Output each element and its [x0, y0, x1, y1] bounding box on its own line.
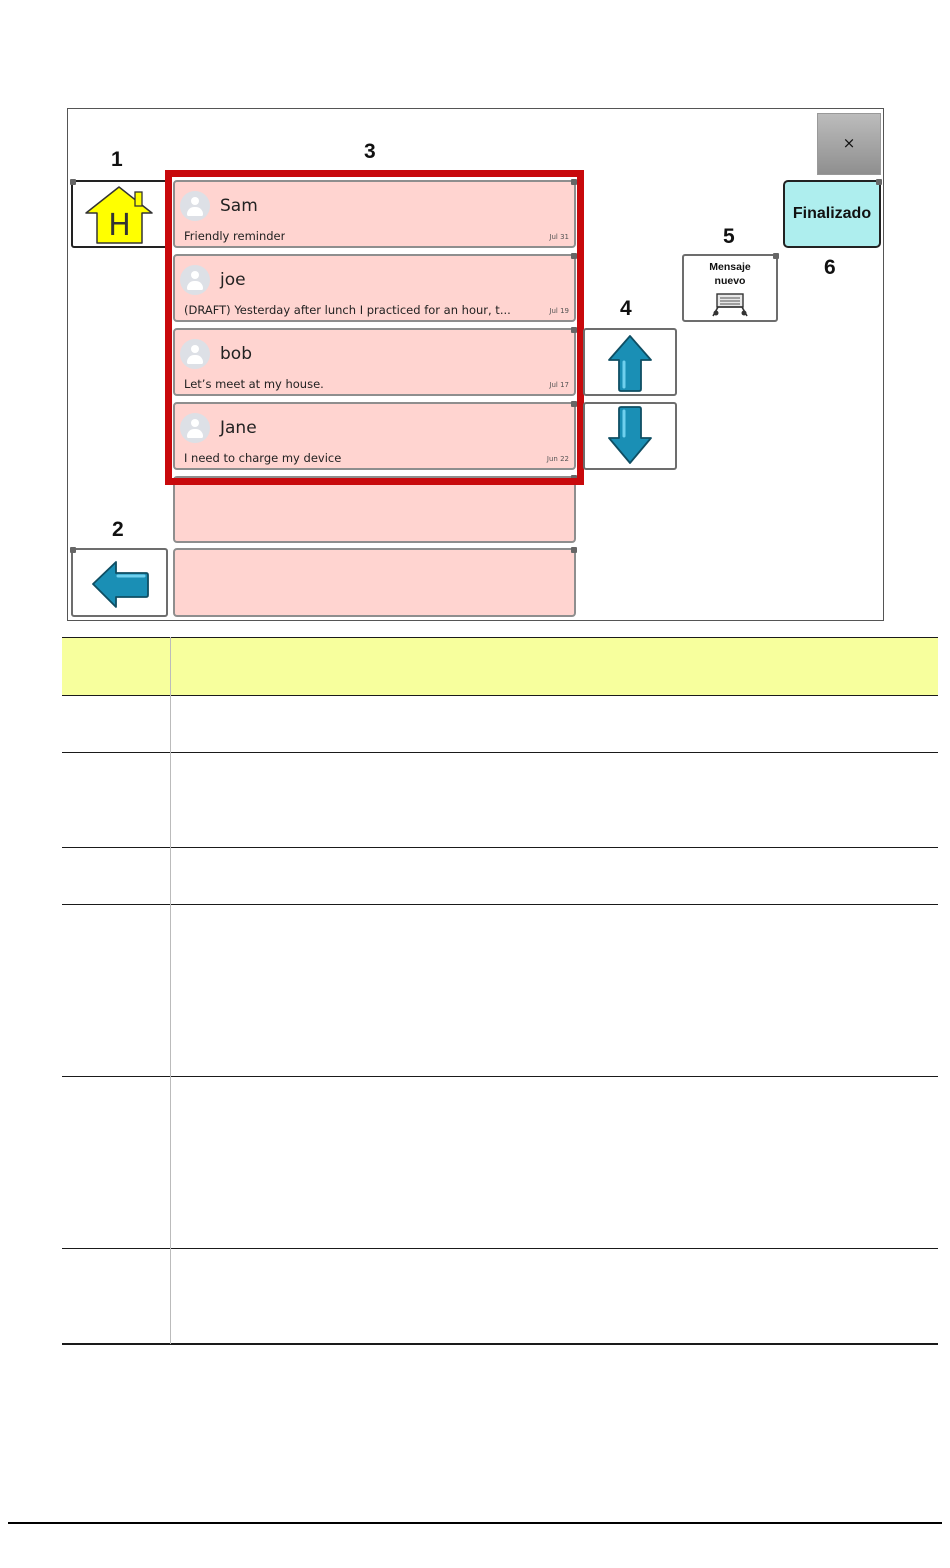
table-rule: [62, 637, 938, 638]
home-button[interactable]: [71, 180, 168, 248]
new-message-label-line1: Mensaje: [709, 261, 751, 273]
table-rule: [62, 1248, 938, 1249]
back-button[interactable]: [71, 548, 168, 617]
table-rule: [62, 695, 938, 696]
message-date: Jun 22: [546, 455, 569, 463]
message-preview: Friendly reminder: [184, 229, 286, 243]
table-column-divider: [170, 637, 171, 1344]
close-icon: ×: [842, 134, 856, 152]
contact-name: Jane: [220, 418, 257, 438]
home-letter: H: [108, 208, 131, 243]
table-rule: [62, 904, 938, 905]
message-date: Jul 17: [549, 381, 569, 389]
arrow-left-icon: [71, 548, 168, 617]
tile-corner-marker: [571, 547, 577, 553]
contact-name: joe: [220, 270, 246, 290]
message-list-highlight: [165, 170, 584, 485]
arrow-down-icon: [583, 402, 677, 470]
page-footer-rule: [8, 1522, 942, 1524]
message-preview: (DRAFT) Yesterday after lunch I practiced for an hour, t...: [184, 303, 511, 317]
new-message-button[interactable]: [682, 254, 778, 322]
contact-name: Sam: [220, 196, 258, 216]
callout-2: 2: [112, 518, 124, 541]
table-header-row: [62, 637, 938, 695]
table-rule: [62, 1343, 938, 1345]
callout-3: 3: [364, 140, 376, 163]
table-rule: [62, 752, 938, 753]
table-rule: [62, 1076, 938, 1077]
message-slot-empty[interactable]: [173, 476, 576, 543]
message-date: Jul 19: [549, 307, 569, 315]
done-button[interactable]: [783, 180, 881, 248]
callout-4: 4: [620, 297, 632, 320]
close-button[interactable]: [817, 113, 881, 175]
done-button-label: Finalizado: [792, 205, 872, 222]
arrow-up-icon: [583, 328, 677, 396]
callout-5: 5: [723, 225, 735, 248]
table-rule: [62, 847, 938, 848]
contact-name: bob: [220, 344, 252, 364]
scroll-down-button[interactable]: [583, 402, 677, 470]
new-message-label-line2: nuevo: [714, 275, 746, 287]
typing-keyboard-icon: [710, 292, 750, 318]
callout-6: 6: [824, 256, 836, 279]
callout-1: 1: [111, 148, 123, 171]
scroll-up-button[interactable]: [583, 328, 677, 396]
message-slot-empty[interactable]: [173, 548, 576, 617]
message-date: Jul 31: [549, 233, 569, 241]
tile-corner-marker: [876, 179, 882, 185]
message-preview: Let’s meet at my house.: [184, 377, 324, 391]
tile-corner-marker: [773, 253, 779, 259]
message-preview: I need to charge my device: [184, 451, 342, 465]
